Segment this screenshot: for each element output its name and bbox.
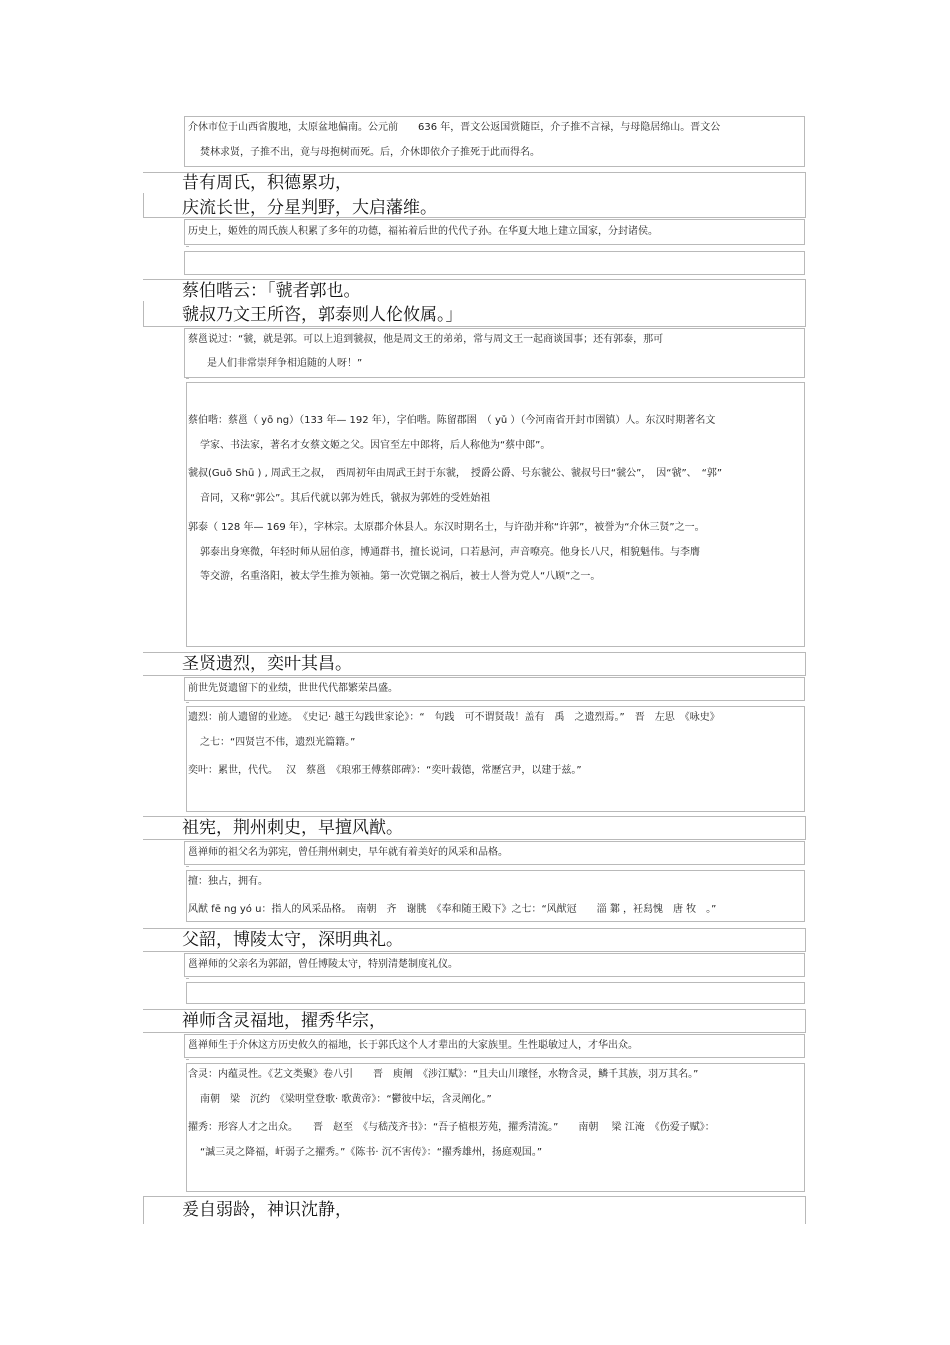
note-line: 蔡伯喈：蔡邕（ yō ng）（133 年— 192 年），字伯喈。陈留郡圉 （ yǔ ）（今河南省开封市圉镇）人。东汉时期著名文 xyxy=(188,415,716,426)
verse-line: 父韶，博陵太守，深明典礼。 xyxy=(182,930,403,950)
row-marker xyxy=(186,866,189,867)
note-line: 南朝 梁 沉约 《梁明堂登歌· 歌黄帝》：“鬱彼中坛，含灵阐化。” xyxy=(200,1094,492,1105)
row-marker xyxy=(186,702,189,703)
note-line: 音同，又称“郭公”。其后代就以郭为姓氏，虢叔为郭姓的受姓始祖 xyxy=(200,493,491,504)
translation-line: 邕禅师的父亲名为郭韶，曾任博陵太守，特别清楚制度礼仪。 xyxy=(188,959,458,970)
translation-line: 是人们非常崇拜争相追随的人呀！” xyxy=(207,358,363,369)
verse-line: 庆流长世，分星判野，大启藩维。 xyxy=(182,198,437,218)
verse-line: 祖宪，荆州刺史，早擅风猷。 xyxy=(182,818,403,838)
intro-line-2: 焚林求贤，子推不出，竟与母抱树而死。后，介休即依介子推死于此而得名。 xyxy=(200,147,540,158)
translation-line: 邕禅师生于介休这方历史攸久的福地，长于郭氏这个人才辈出的大家族里。生性聪敏过人，才华出众。 xyxy=(188,1040,638,1051)
translation-line: 前世先贤遗留下的业绩，世世代代都繁荣昌盛。 xyxy=(188,683,398,694)
translation-line: 蔡邕说过：“虢，就是郭。可以上追到虢叔，他是周文王的弟弟，常与周文王一起商谈国事；还有郭泰，那可 xyxy=(188,334,664,345)
verse-line: 爰自弱龄，神识沈静， xyxy=(182,1200,352,1220)
row-marker xyxy=(186,378,189,379)
note-line: 虢叔(Guō Shū ) , 周武王之叔， 西周初年由周武王封于东虢， 授爵公爵、号东虢公、虢叔号曰“虢公”， 因“虢”、 “郭” xyxy=(188,468,723,479)
verse-line: 昔有周氏，积德累功， xyxy=(182,173,352,193)
verse-tick xyxy=(143,193,144,218)
note-line: 奕叶：累世，代代。 汉 蔡邕 《琅邪王傅蔡郎碑》：“奕叶载德，常歷宫尹，以建于兹。” xyxy=(188,765,582,776)
note-line: 擢秀：形容人才之出众。 晋 赵至 《与嵇茂齐书》：“吾子植根芳苑，擢秀清流。” 南朝 梁 江淹 《伤爱子赋》： xyxy=(188,1122,715,1133)
note-line: 风猷 fē ng yó u：指人的风采品格。 南朝 齐 谢朓 《奉和随王殿下》之七：“风猷冠 淄 鄴 ，衽舄愧 唐 牧 。” xyxy=(188,904,717,915)
note-line: “諴三灵之降福，屽弱子之擢秀。”《陈书· 沉不害传》：“擢秀雄州，扬庭观国。” xyxy=(200,1147,543,1158)
verse-line: 圣贤遗烈，奕叶其昌。 xyxy=(182,654,352,674)
verse-line: 禅师含灵福地，擢秀华宗， xyxy=(182,1011,386,1031)
notes-box xyxy=(184,251,805,275)
note-line: 含灵：内蕴灵性。《艺文类聚》卷八引 晋 庾阐 《涉江赋》：“且夫山川瓌怪，水物含灵，鳞千其族，羽万其名。” xyxy=(188,1069,699,1080)
note-line: 之七：“四贤岂不伟，遗烈光篇籍。” xyxy=(200,737,356,748)
row-marker xyxy=(186,246,189,247)
note-line: 郭泰（ 128 年— 169 年），字林宗。太原郡介休县人。东汉时期名士，与许劭并称“许郭”，被誉为“介休三贤”之一。 xyxy=(188,522,705,533)
intro-line-1: 介休市位于山西省腹地，太原盆地偏南。公元前 636 年，晋文公返国赏随臣，介子推不言禄，与母隐居绵山。晋文公 xyxy=(188,122,721,133)
notes-box xyxy=(186,982,805,1004)
translation-line: 邕禅师的祖父名为郭宪，曾任荆州刺史，早年就有着美好的风采和品格。 xyxy=(188,847,508,858)
verse-line: 蔡伯喈云：「虢者郭也。 xyxy=(182,281,361,301)
row-marker xyxy=(186,1059,189,1060)
note-line: 学家、书法家，著名才女蔡文姬之父。因官至左中郎将，后人称他为“蔡中郎”。 xyxy=(200,440,551,451)
note-line: 等交游，名重洛阳，被太学生推为领袖。第一次党锢之祸后，被士人誉为党人“八顾”之一。 xyxy=(200,571,601,582)
note-line: 擅：独占，拥有。 xyxy=(188,876,268,887)
translation-line: 历史上，姬姓的周氏族人积累了多年的功德，福祐着后世的代代子孙。在华夏大地上建立国家，分封诸侯。 xyxy=(188,226,658,237)
verse-line: 虢叔乃文王所咨，郭泰则人伦攸属。」 xyxy=(182,305,463,325)
note-line: 郭泰出身寒微，年轻时师从屈伯彦，博通群书，擅长说词，口若悬河，声音嘹亮。他身长八尺，相貌魁伟。与李膺 xyxy=(200,547,700,558)
row-marker xyxy=(186,978,189,979)
verse-tick xyxy=(143,301,144,327)
note-line: 遗烈：前人遗留的业迹。 《史记· 越王勾践世家论》：“ 句践 可不谓贤哉！盖有 禹 之遗烈焉。” 晋 左思 《咏史》 xyxy=(188,712,720,723)
